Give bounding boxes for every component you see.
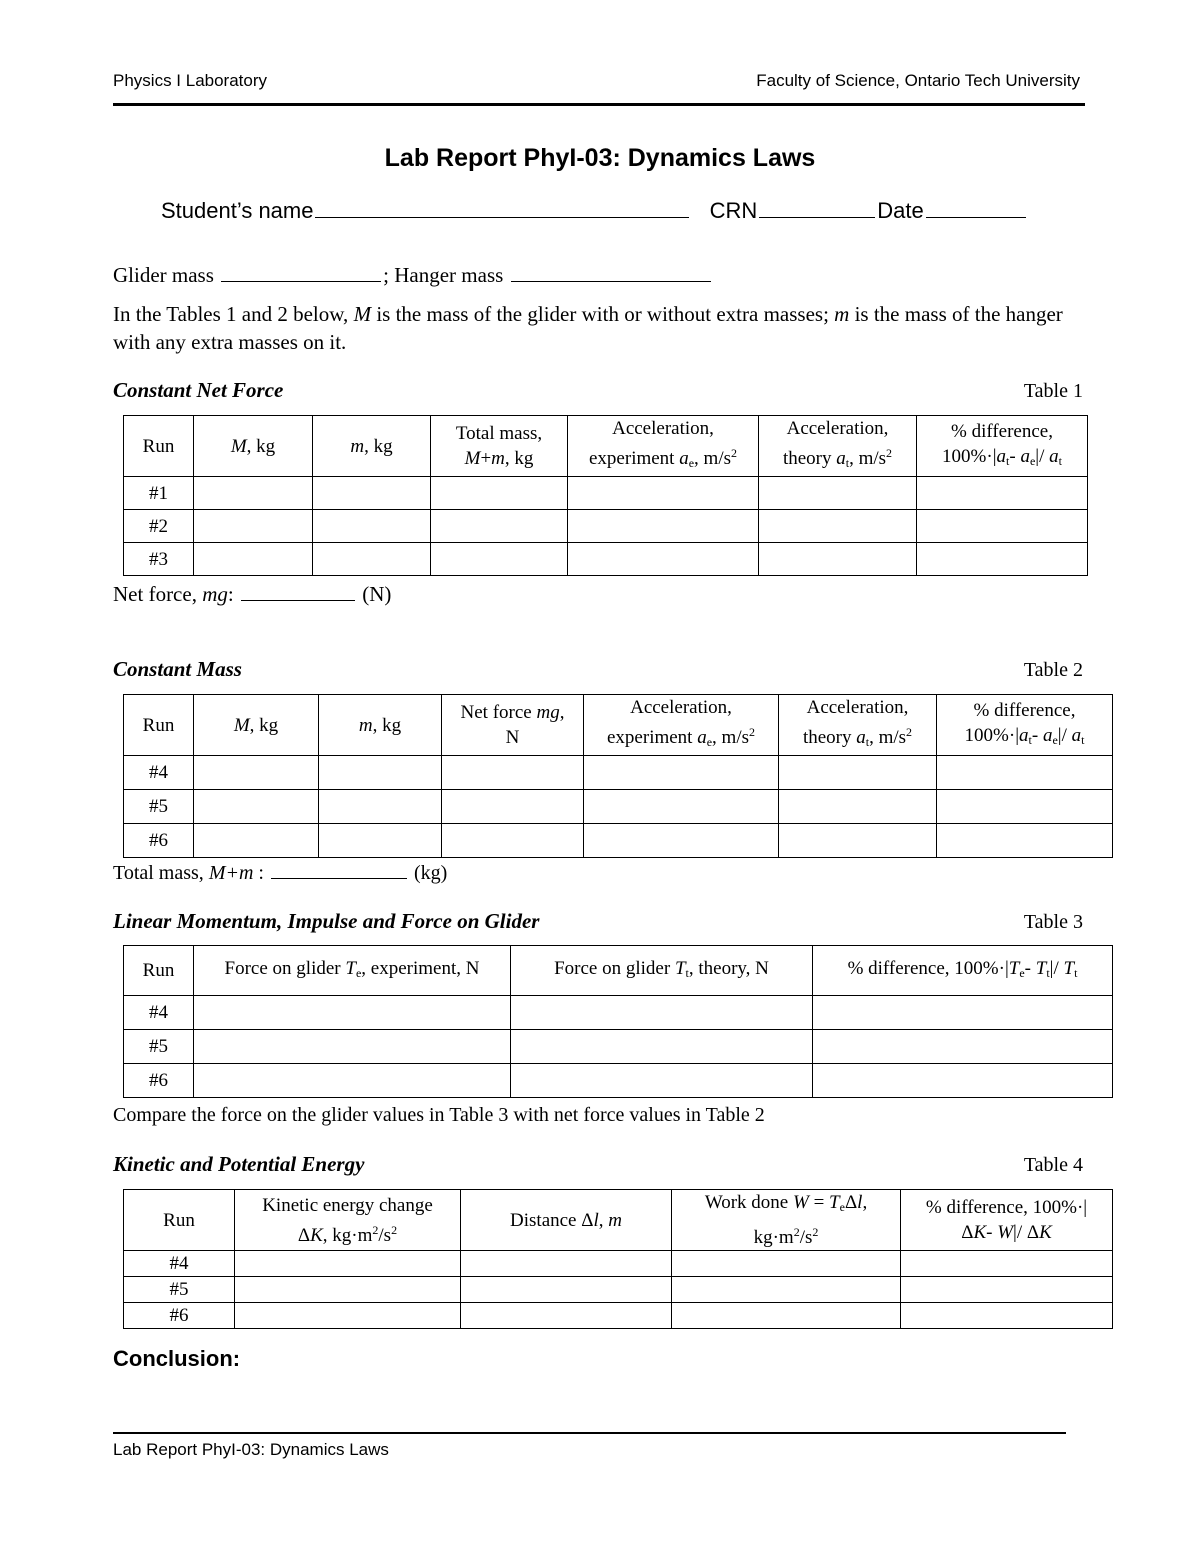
table-row: [124, 756, 1113, 790]
table2-header-percent-diff: % difference, $100\%\cdot|a_t-$ $a_e|/$ $a_t$: [937, 695, 1113, 756]
table-row: [124, 996, 1113, 1030]
intro-text-3: is the mass of the hanger with any extra masses on it.: [113, 302, 1063, 354]
table1-input-cell[interactable]: [431, 477, 568, 510]
table2-header-accel-exp: Acceleration, experiment $a_e$, $m/s^2$: [584, 695, 779, 756]
table2-input-cell[interactable]: [194, 824, 319, 858]
table4-input-cell[interactable]: [235, 1303, 461, 1329]
table2-run-cell: #4: [124, 756, 194, 790]
table3-header-force-exp: Force on glider $T_e$, experiment, N: [194, 946, 511, 996]
table1-input-cell[interactable]: [194, 510, 313, 543]
table2-input-cell[interactable]: [319, 824, 442, 858]
table1-input-cell[interactable]: [313, 477, 431, 510]
table2-input-cell[interactable]: [319, 790, 442, 824]
table4-run-cell: #5: [124, 1277, 235, 1303]
table4-input-cell[interactable]: [461, 1303, 672, 1329]
table2-header-accel-theory: Acceleration, theory $a_t$, $m/s^2$: [779, 695, 937, 756]
header-right: Faculty of Science, Ontario Tech University: [756, 71, 1080, 90]
table4-label: Table 4: [1023, 1154, 1083, 1176]
table4-header-distance: Distance Δl, m: [461, 1190, 672, 1251]
table4-input-cell[interactable]: [672, 1277, 901, 1303]
table4-input-cell[interactable]: [901, 1303, 1113, 1329]
table1-footer: [113, 582, 391, 607]
table2-header-m: m, kg: [319, 695, 442, 756]
table3-header-force-theory: Force on glider $T_t$, theory, N: [511, 946, 813, 996]
table3-note: Compare the force on the glider values in Table 3 with net force values in Table 2: [113, 1104, 765, 1126]
table3-input-cell[interactable]: [194, 1064, 511, 1098]
student-name-label: Student’s name: [161, 198, 314, 223]
table2-input-cell[interactable]: [319, 756, 442, 790]
table-row: [124, 510, 1088, 543]
table3-label: Table 3: [1023, 911, 1083, 933]
table1-input-cell[interactable]: [194, 477, 313, 510]
table4-input-cell[interactable]: [235, 1277, 461, 1303]
net-force-colon: :: [227, 582, 234, 606]
table1-header-m: m, kg: [313, 416, 431, 477]
table1-input-cell[interactable]: [917, 477, 1088, 510]
table1-section-title: Constant Net Force: [113, 378, 284, 402]
conclusion-label: Conclusion:: [113, 1346, 241, 1371]
table3-input-cell[interactable]: [813, 996, 1113, 1030]
table2-section-title: Constant Mass: [113, 657, 242, 681]
table-row: [124, 824, 1113, 858]
student-line: [161, 198, 1028, 224]
table1-label: Table 1: [1023, 380, 1083, 402]
intro-var-M: M: [353, 302, 372, 326]
net-force-label: Net force,: [113, 582, 197, 606]
table4-input-cell[interactable]: [461, 1277, 672, 1303]
hanger-mass-field[interactable]: [511, 263, 711, 282]
net-force-var: mg: [202, 582, 228, 606]
table2-input-cell[interactable]: [194, 790, 319, 824]
table2-input-cell[interactable]: [779, 790, 937, 824]
table1-input-cell[interactable]: [917, 543, 1088, 576]
table2-input-cell[interactable]: [779, 756, 937, 790]
table1-input-cell[interactable]: [431, 510, 568, 543]
table1-input-cell[interactable]: [568, 543, 759, 576]
crn-label: CRN: [709, 198, 758, 223]
table3-run-cell: #4: [124, 996, 194, 1030]
total-mass-unit: (kg): [413, 862, 448, 884]
table3-input-cell[interactable]: [194, 1030, 511, 1064]
table1-run-cell: #3: [124, 543, 194, 576]
table4-run-cell: #6: [124, 1303, 235, 1329]
header-rule: [113, 103, 1085, 106]
page-footer: Lab Report PhyI-03: Dynamics Laws: [113, 1440, 389, 1459]
intro-paragraph: [113, 300, 1093, 356]
net-force-unit: (N): [362, 582, 392, 606]
table-row: [124, 1030, 1113, 1064]
mass-line: [113, 263, 713, 288]
footer-rule: [113, 1432, 1066, 1434]
table4-section-title: Kinetic and Potential Energy: [113, 1152, 365, 1176]
glider-mass-label: Glider mass: [113, 263, 214, 287]
table3-input-cell[interactable]: [813, 1064, 1113, 1098]
table4-header-work: Work done $W = T_e\Delta l$, $kg\cdot m^2/s^2$: [672, 1190, 901, 1251]
table1-header-accel-exp: Acceleration, experiment $a_e$, $m/s^2$: [568, 416, 759, 477]
table2-label: Table 2: [1023, 659, 1083, 681]
table3-input-cell[interactable]: [194, 996, 511, 1030]
total-mass-field[interactable]: [271, 860, 407, 879]
table2-header-run: Run: [124, 695, 194, 756]
separator: ;: [383, 263, 389, 287]
date-label: Date: [877, 198, 924, 223]
table-row: [124, 790, 1113, 824]
table1-input-cell[interactable]: [759, 510, 917, 543]
table1-input-cell[interactable]: [568, 477, 759, 510]
table1: [123, 415, 1088, 576]
glider-mass-field[interactable]: [221, 263, 381, 282]
table1-input-cell[interactable]: [759, 543, 917, 576]
hanger-mass-label: Hanger mass: [394, 263, 504, 287]
table2-run-cell: #6: [124, 824, 194, 858]
table2-input-cell[interactable]: [937, 790, 1113, 824]
table4: [123, 1189, 1113, 1329]
table1-header-percent-diff: % difference, $100\%\cdot|a_t-$ $a_e|/$ $a_t$: [917, 416, 1088, 477]
table1-header-accel-theory: Acceleration, theory $a_t$, $m/s^2$: [759, 416, 917, 477]
table1-input-cell[interactable]: [313, 543, 431, 576]
table3-run-cell: #6: [124, 1064, 194, 1098]
table3-input-cell[interactable]: [511, 996, 813, 1030]
intro-text-2: is the mass of the glider with or without extra masses;: [376, 302, 829, 326]
table1-input-cell[interactable]: [313, 510, 431, 543]
table2-input-cell[interactable]: [442, 756, 584, 790]
table-row: [124, 1303, 1113, 1329]
table2-input-cell[interactable]: [194, 756, 319, 790]
student-name-field[interactable]: [315, 199, 689, 218]
table-row: [124, 1277, 1113, 1303]
table4-header-percent-diff: % difference, 100%·| ΔK- W|/ ΔK: [901, 1190, 1113, 1251]
table3-input-cell[interactable]: [813, 1030, 1113, 1064]
table3-input-cell[interactable]: [511, 1064, 813, 1098]
table-row: [124, 477, 1088, 510]
crn-field[interactable]: [759, 199, 875, 218]
table2-input-cell[interactable]: [442, 790, 584, 824]
table3-header-percent-diff: % difference, $100\%\cdot|T_e-$ $T_t|/$ $T_t$: [813, 946, 1113, 996]
table3: [123, 945, 1113, 1098]
table4-run-cell: #4: [124, 1251, 235, 1277]
total-mass-colon: :: [258, 862, 264, 884]
table2: [123, 694, 1113, 858]
table1-input-cell[interactable]: [759, 477, 917, 510]
net-force-field[interactable]: [241, 582, 355, 601]
table4-input-cell[interactable]: [672, 1303, 901, 1329]
table4-input-cell[interactable]: [461, 1251, 672, 1277]
table4-header-run: Run: [124, 1190, 235, 1251]
table1-input-cell[interactable]: [431, 543, 568, 576]
table1-run-cell: #1: [124, 477, 194, 510]
table2-input-cell[interactable]: [937, 756, 1113, 790]
intro-text-1: In the Tables 1 and 2 below,: [113, 302, 349, 326]
table2-run-cell: #5: [124, 790, 194, 824]
table4-input-cell[interactable]: [235, 1251, 461, 1277]
table1-run-cell: #2: [124, 510, 194, 543]
table2-header-M: M, kg: [194, 695, 319, 756]
table2-header-net-force: Net force mg, N: [442, 695, 584, 756]
intro-var-m: m: [834, 302, 850, 326]
table2-input-cell[interactable]: [584, 756, 779, 790]
table3-section-title: Linear Momentum, Impulse and Force on Glider: [113, 909, 540, 933]
table3-header-run: Run: [124, 946, 194, 996]
table3-input-cell[interactable]: [511, 1030, 813, 1064]
table2-input-cell[interactable]: [584, 790, 779, 824]
table-row: [124, 543, 1088, 576]
table1-header-run: Run: [124, 416, 194, 477]
table4-input-cell[interactable]: [901, 1277, 1113, 1303]
table2-input-cell[interactable]: [584, 824, 779, 858]
table1-input-cell[interactable]: [568, 510, 759, 543]
table-row: [124, 1064, 1113, 1098]
date-field[interactable]: [926, 199, 1026, 218]
table2-footer: [113, 860, 447, 885]
table4-input-cell[interactable]: [672, 1251, 901, 1277]
table1-header-total-mass: Total mass, M+m, kg: [431, 416, 568, 477]
table4-header-kinetic-energy: Kinetic energy change ΔK, $kg\cdot m^2/s^2$: [235, 1190, 461, 1251]
table4-input-cell[interactable]: [901, 1251, 1113, 1277]
header-left: Physics I Laboratory: [113, 71, 268, 90]
table1-input-cell[interactable]: [917, 510, 1088, 543]
table1-input-cell[interactable]: [194, 543, 313, 576]
table1-header-M: M, kg: [194, 416, 313, 477]
total-mass-label: Total mass,: [113, 862, 204, 884]
table-row: [124, 1251, 1113, 1277]
table2-input-cell[interactable]: [442, 824, 584, 858]
total-mass-var: M+m: [208, 862, 254, 884]
page-title: Lab Report PhyI-03: Dynamics Laws: [384, 144, 816, 172]
table3-run-cell: #5: [124, 1030, 194, 1064]
table2-input-cell[interactable]: [937, 824, 1113, 858]
table2-input-cell[interactable]: [779, 824, 937, 858]
